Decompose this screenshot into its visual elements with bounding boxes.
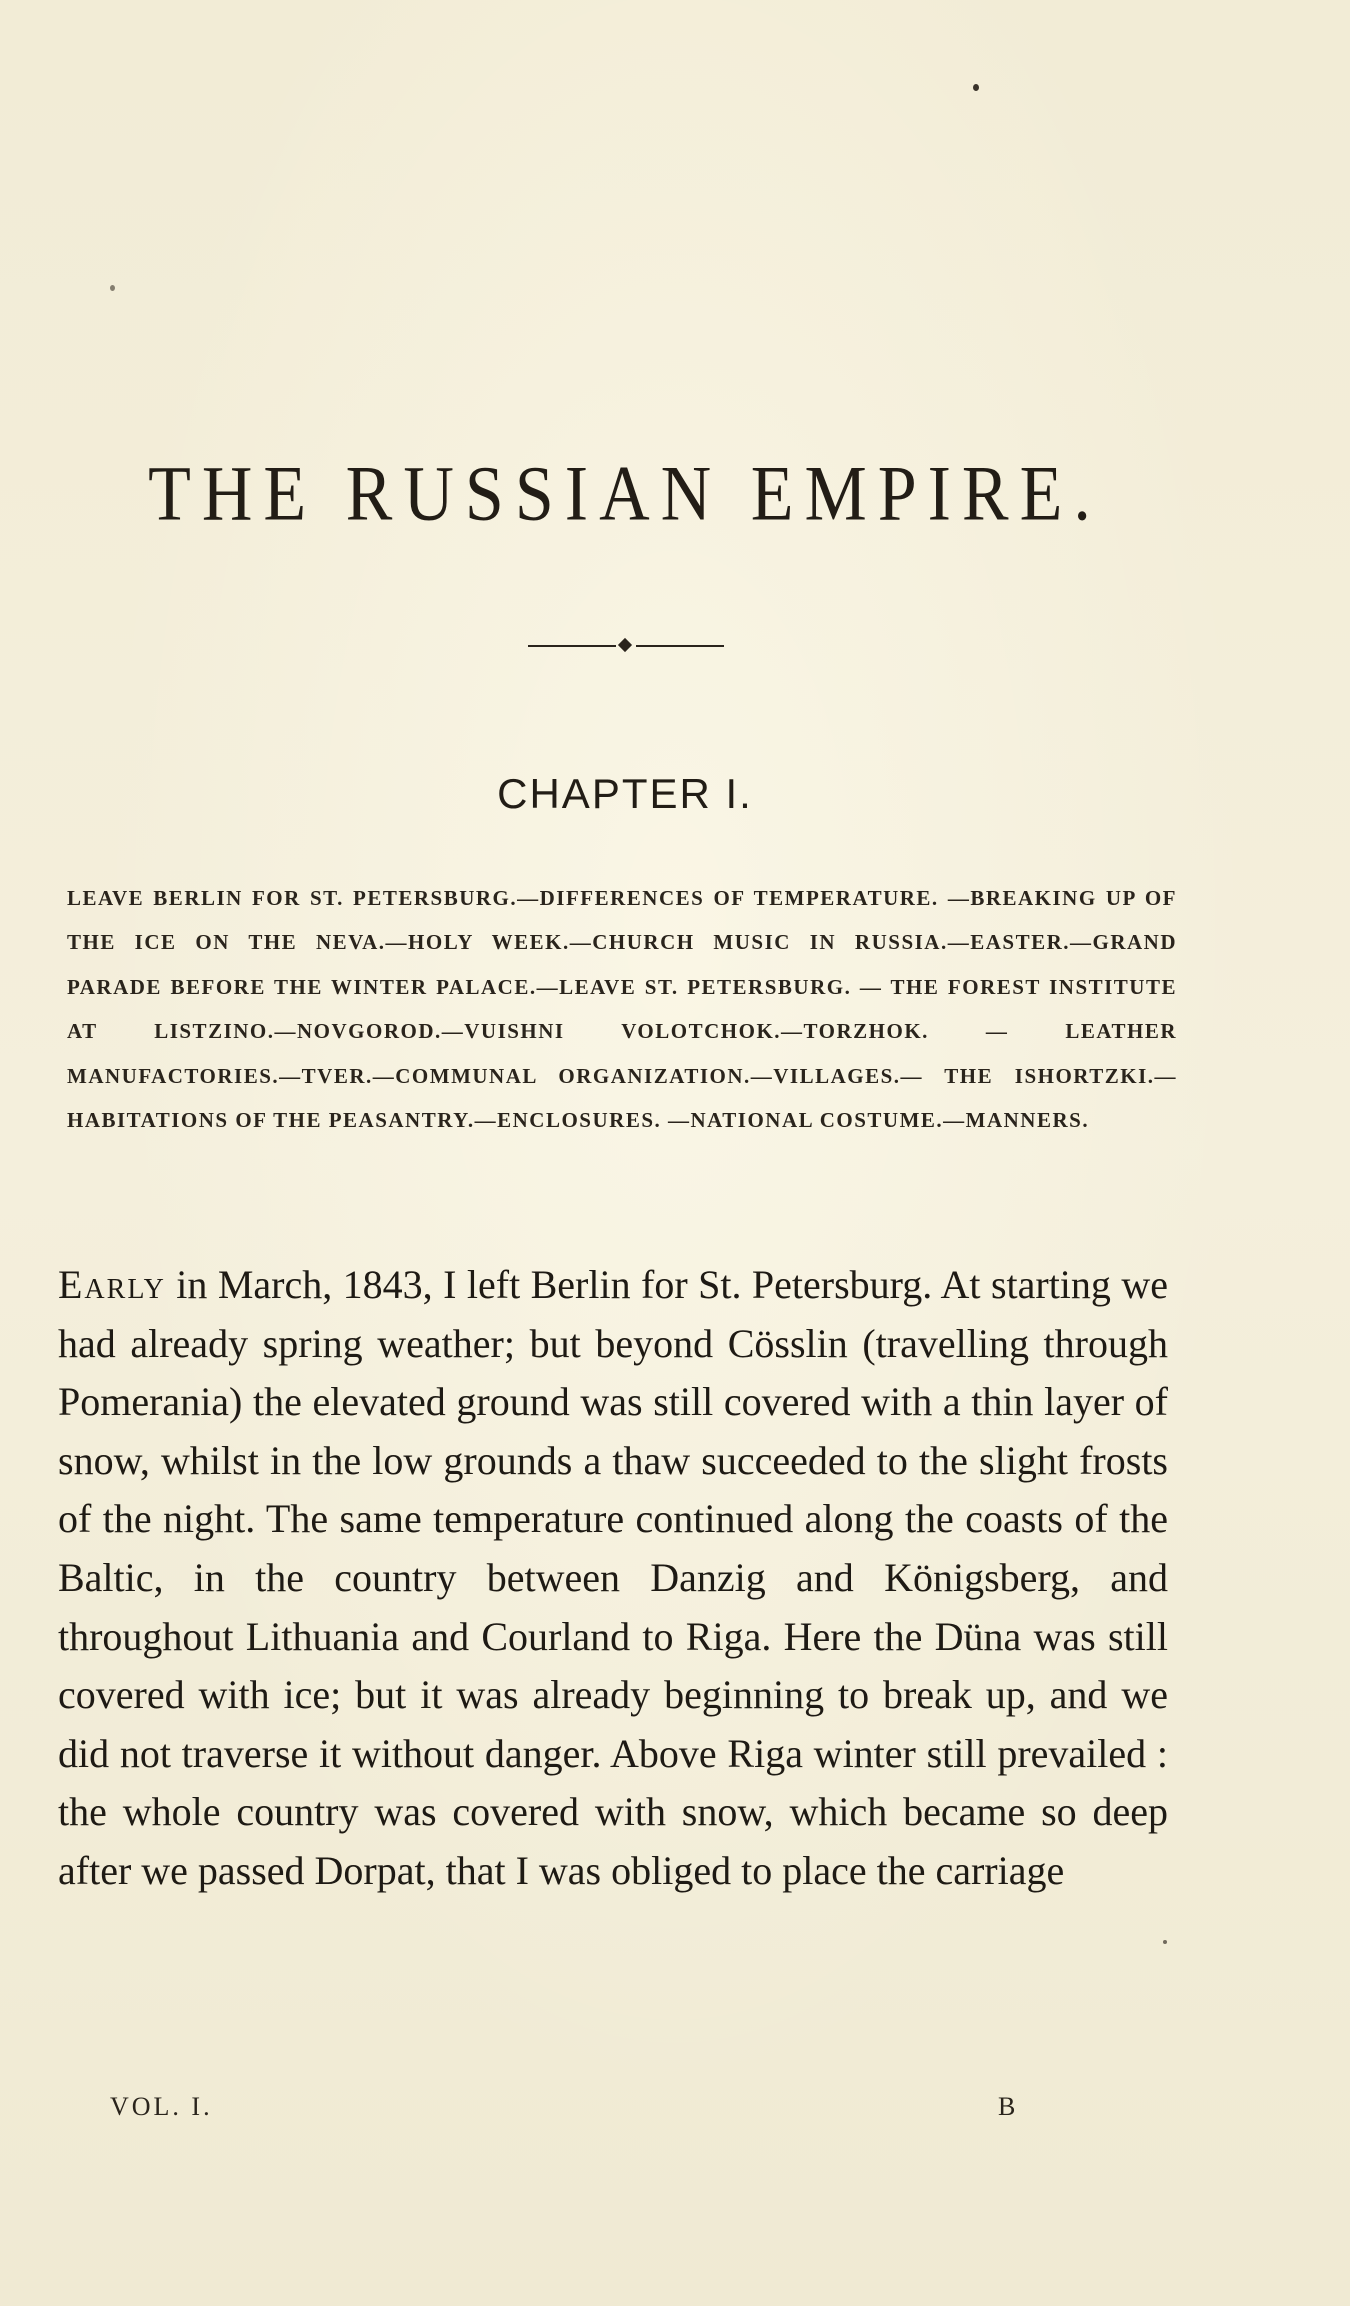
chapter-heading: CHAPTER I. — [497, 770, 753, 817]
title-ornament-divider — [528, 636, 724, 656]
signature-letter: B — [998, 2092, 1016, 2121]
lead-word: Early — [58, 1262, 166, 1307]
book-title: THE RUSSIAN EMPIRE. — [148, 451, 1102, 538]
ornament-rule-left — [528, 645, 616, 647]
chapter-synopsis: LEAVE BERLIN FOR ST. PETERSBURG.—DIFFERENCES OF TEMPERATURE. —BREAKING UP OF THE ICE ON THE NEVA.—HOLY WEEK.—CHURCH MUSIC IN RUSSIA.—EASTER.—GRAND PARADE BEFORE THE WINTER PALACE.—LEAVE ST. PETERSBURG. — THE FOREST INSTITUTE AT LISTZINO.—NOVGOROD.—VUISHNI VOLOTCHOK.—TORZHOK. — LEATHER MANUFACTORIES.—TVER.—COMMUNAL ORGANIZATION.—VILLAGES.— THE ISHORTZKI.—HABITATIONS OF THE PEASANTRY.—ENCLOSURES. —NATIONAL COSTUME.—MANNERS. — [67, 886, 1177, 1133]
ink-speck — [973, 84, 979, 91]
ornament-rule-right — [636, 645, 724, 647]
signature-mark: VOL. I. — [110, 2092, 213, 2121]
ink-speck — [1163, 1940, 1167, 1944]
body-paragraph-text: in March, 1843, I left Berlin for St. Petersburg. At starting we had already spring weather; but beyond Cösslin (travelling through Pomerania) the elevated ground was still covered with a thin layer of snow, whilst in the low grounds a thaw succeeded to the slight frosts of the night. The same temperature continued along the coasts of the Baltic, in the country between Danzig and Königsberg, and throughout Lithuania and Courland to Riga. Here the Düna was still covered with ice; but it was already beginning to break up, and we did not traverse it without danger. Above Riga winter still prevailed : the whole country was covered with snow, which became so deep after we passed Dorpat, that I was obliged to place the carriage — [58, 1262, 1168, 1893]
ink-speck — [110, 285, 115, 291]
diamond-icon — [618, 638, 632, 652]
body-paragraph — [58, 1256, 1168, 1901]
